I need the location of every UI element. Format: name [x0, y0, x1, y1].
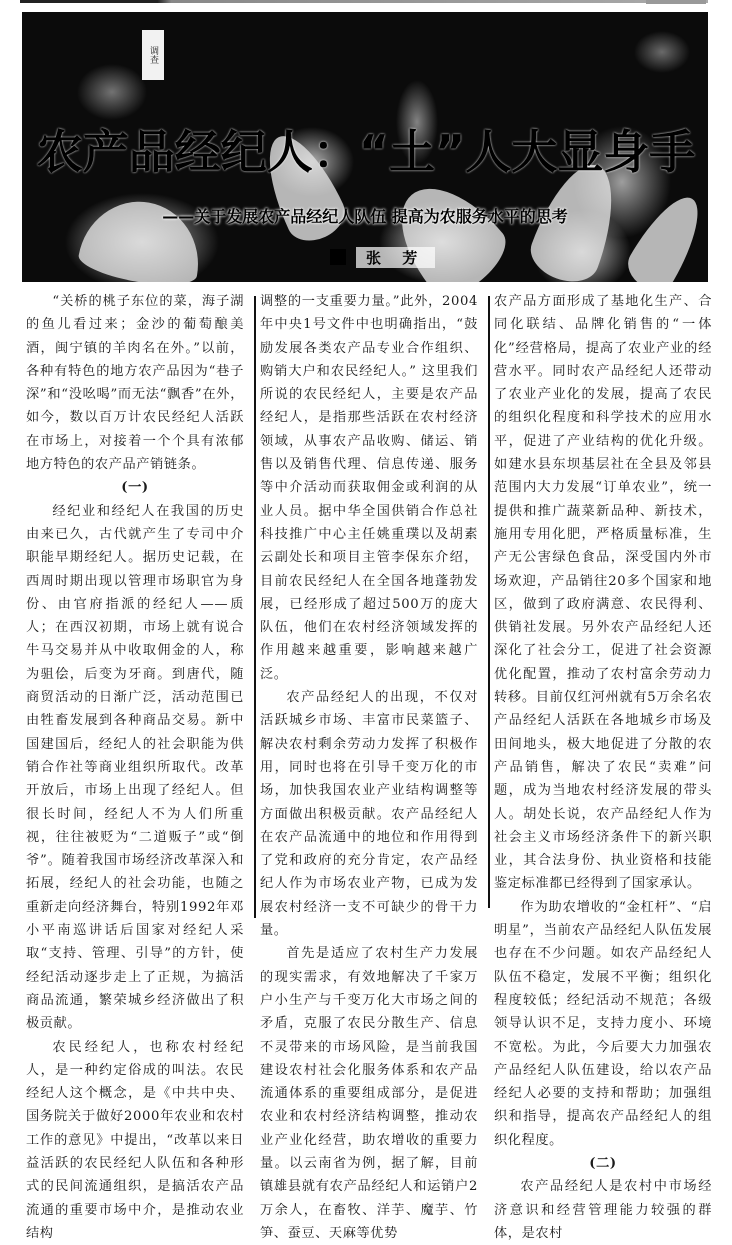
- square-bullet-icon: [330, 249, 346, 265]
- paragraph: 农民经纪人，也称农村经纪人，是一种约定俗成的叫法。农民经纪人这个概念，是《中共中央、国务院关于做好2000年农业和农村工作的意见》中提出，“改革以来日益活跃的农民经纪人队伍和各种形式的民间流通组织，是搞活农产品流通的重要市场中介，是推动农业结构: [26, 1036, 244, 1245]
- header-banner-photo: [22, 12, 708, 282]
- author-byline: [330, 246, 435, 268]
- section-heading: (二): [494, 1152, 712, 1175]
- top-rule-mark: [646, 0, 706, 4]
- paragraph: 作为助农增收的“金杠杆”、“启明星”，当前农产品经纪人队伍发展也存在不少问题。如农产品经纪人队伍不稳定，发展不平衡；组织化程度较低；经纪活动不规范；各级领导认识不足，支持力度小、环境不宽松。为此，今后要大力加强农产品经纪人队伍建设，给以农产品经纪人必要的支持和帮助；加强组织和指导，提高农产品经纪人的组织化程度。: [494, 896, 712, 1152]
- author-name: 张 芳: [356, 247, 435, 268]
- column-divider: [488, 296, 490, 908]
- paragraph: 农产品经纪人是农村中市场经济意识和经营管理能力较强的群体，是农村: [494, 1175, 712, 1245]
- section-heading: (一): [26, 476, 244, 499]
- text-column-2: [260, 290, 478, 940]
- article-body: [22, 290, 712, 940]
- text-column-3: [494, 290, 712, 940]
- paragraph: 首先是适应了农村生产力发展的现实需求，有效地解决了千家万户小生产与千变万化大市场之间的矛盾，克服了农民分散生产、信息不灵带来的市场风险，是当前我国建设农村社会化服务体系和农产品流通体系的重要组成部分，是促进农业和农村经济结构调整，推动农业产业化经营，助农增收的重要力量。以云南省为例，据了解，目前镇雄县就有农产品经纪人和运销户2万余人，在畜牧、洋芋、魔芋、竹笋、蚕豆、天麻等优势: [260, 942, 478, 1245]
- leaf-shape: [620, 186, 708, 282]
- paragraph: 农产品经纪人的出现，不仅对活跃城乡市场、丰富市民菜篮子、解决农村剩余劳动力发挥了积极作用，同时也将在引导千变万化的市场，加快我国农业产业结构调整等方面做出积极贡献。农产品经纪人在农产品流通中的地位和作用得到了党和政府的充分肯定，农产品经纪人作为市场农业产物，已成为发展农村经济一支不可缺少的骨干力量。: [260, 686, 478, 942]
- column-label: 调查: [142, 30, 164, 80]
- paragraph: 经纪业和经纪人在我国的历史由来已久，古代就产生了专司中介职能早期经纪人。据历史记载，在西周时期出现以管理市场职官为身份、由官府指派的经纪人——质人；在西汉初期，市场上就有说合牛马交易并从中收取佣金的人，称为驵侩，后变为牙商。到唐代，随商贸活动的日渐广泛，活动范围已由牲畜发展到各种商品交易。新中国建国后，经纪人的社会职能为供销合作社等商业组织所取代。改革开放后，市场上出现了经纪人。但很长时间，经纪人不为人们所重视，往往被贬为“二道贩子”或“倒爷”。随着我国市场经济改革深入和拓展，经纪人的社会功能，也随之重新走向经济舞台，特别1992年邓小平南巡讲话后国家对经纪人采取“支持、管理、引导”的方针，使经纪活动逐步走上了正规，为搞活商品流通，繁荣城乡经济做出了积极贡献。: [26, 500, 244, 1036]
- text-column-1: [26, 290, 244, 940]
- column-divider: [254, 296, 256, 918]
- top-rule: [20, 0, 708, 3]
- paragraph: 调整的一支重要力量。”此外，2004年中央1号文件中也明确指出，“鼓励发展各类农产品专业合作组织、购销大户和农民经纪人。” 这里我们所说的农民经纪人，主要是农产品经纪人，是指那些活跃在农村经济领域，从事农产品收购、储运、销售以及销售代理、信息传递、服务等中介活动而获取佣金或利润的从业人员。据中华全国供销合作总社科技推广中心主任姚重璞以及胡素云副处长和项目主管李保东介绍，目前农民经纪人在全国各地蓬勃发展，已经形成了超过500万的庞大队伍，他们在农村经济领域发挥的作用越来越重要，影响越来越广泛。: [260, 290, 478, 686]
- article-subtitle: ——关于发展农产品经纪人队伍 提高为农服务水平的思考: [122, 206, 608, 228]
- article-title: 农产品经纪人：“土”人大显身手: [36, 124, 696, 180]
- paragraph: “关桥的桃子东位的菜，海子湖的鱼儿看过来；金沙的葡萄酿美酒，闽宁镇的羊肉名在外。”以前，各种有特色的地方农产品因为“巷子深”和“没吆喝”而无法“飘香”在外，如今，数以百万计农民经纪人活跃在市场上，对接着一个个具有浓郁地方特色的农产品产销链条。: [26, 290, 244, 476]
- paragraph: 农产品方面形成了基地化生产、合同化联结、品牌化销售的“一体化”经营格局，提高了农业产业的经营水平。同时农产品经纪人还带动了农业产业化的发展，提高了农民的组织化程度和科学技术的应用水平，促进了产业结构的优化升级。如建水县东坝基层社在全县及邻县范围内大力发展“订单农业”，统一提供和推广蔬菜新品种、新技术，施用专用化肥，严格质量标准，生产无公害绿色食品，深受国内外市场欢迎，产品销往20多个国家和地区，做到了政府满意、农民得利、供销社发展。另外农产品经纪人还深化了社会分工，促进了社会资源优化配置，推动了农村富余劳动力转移。目前仅红河州就有5万余名农产品经纪人活跃在各地城乡市场及田间地头，极大地促进了分散的农产品销售，解决了农民“卖难”问题，成为当地农村经济发展的带头人。胡处长说，农产品经纪人作为社会主义市场经济条件下的新兴职业，其合法身份、执业资格和技能鉴定标准都已经得到了国家承认。: [494, 290, 712, 896]
